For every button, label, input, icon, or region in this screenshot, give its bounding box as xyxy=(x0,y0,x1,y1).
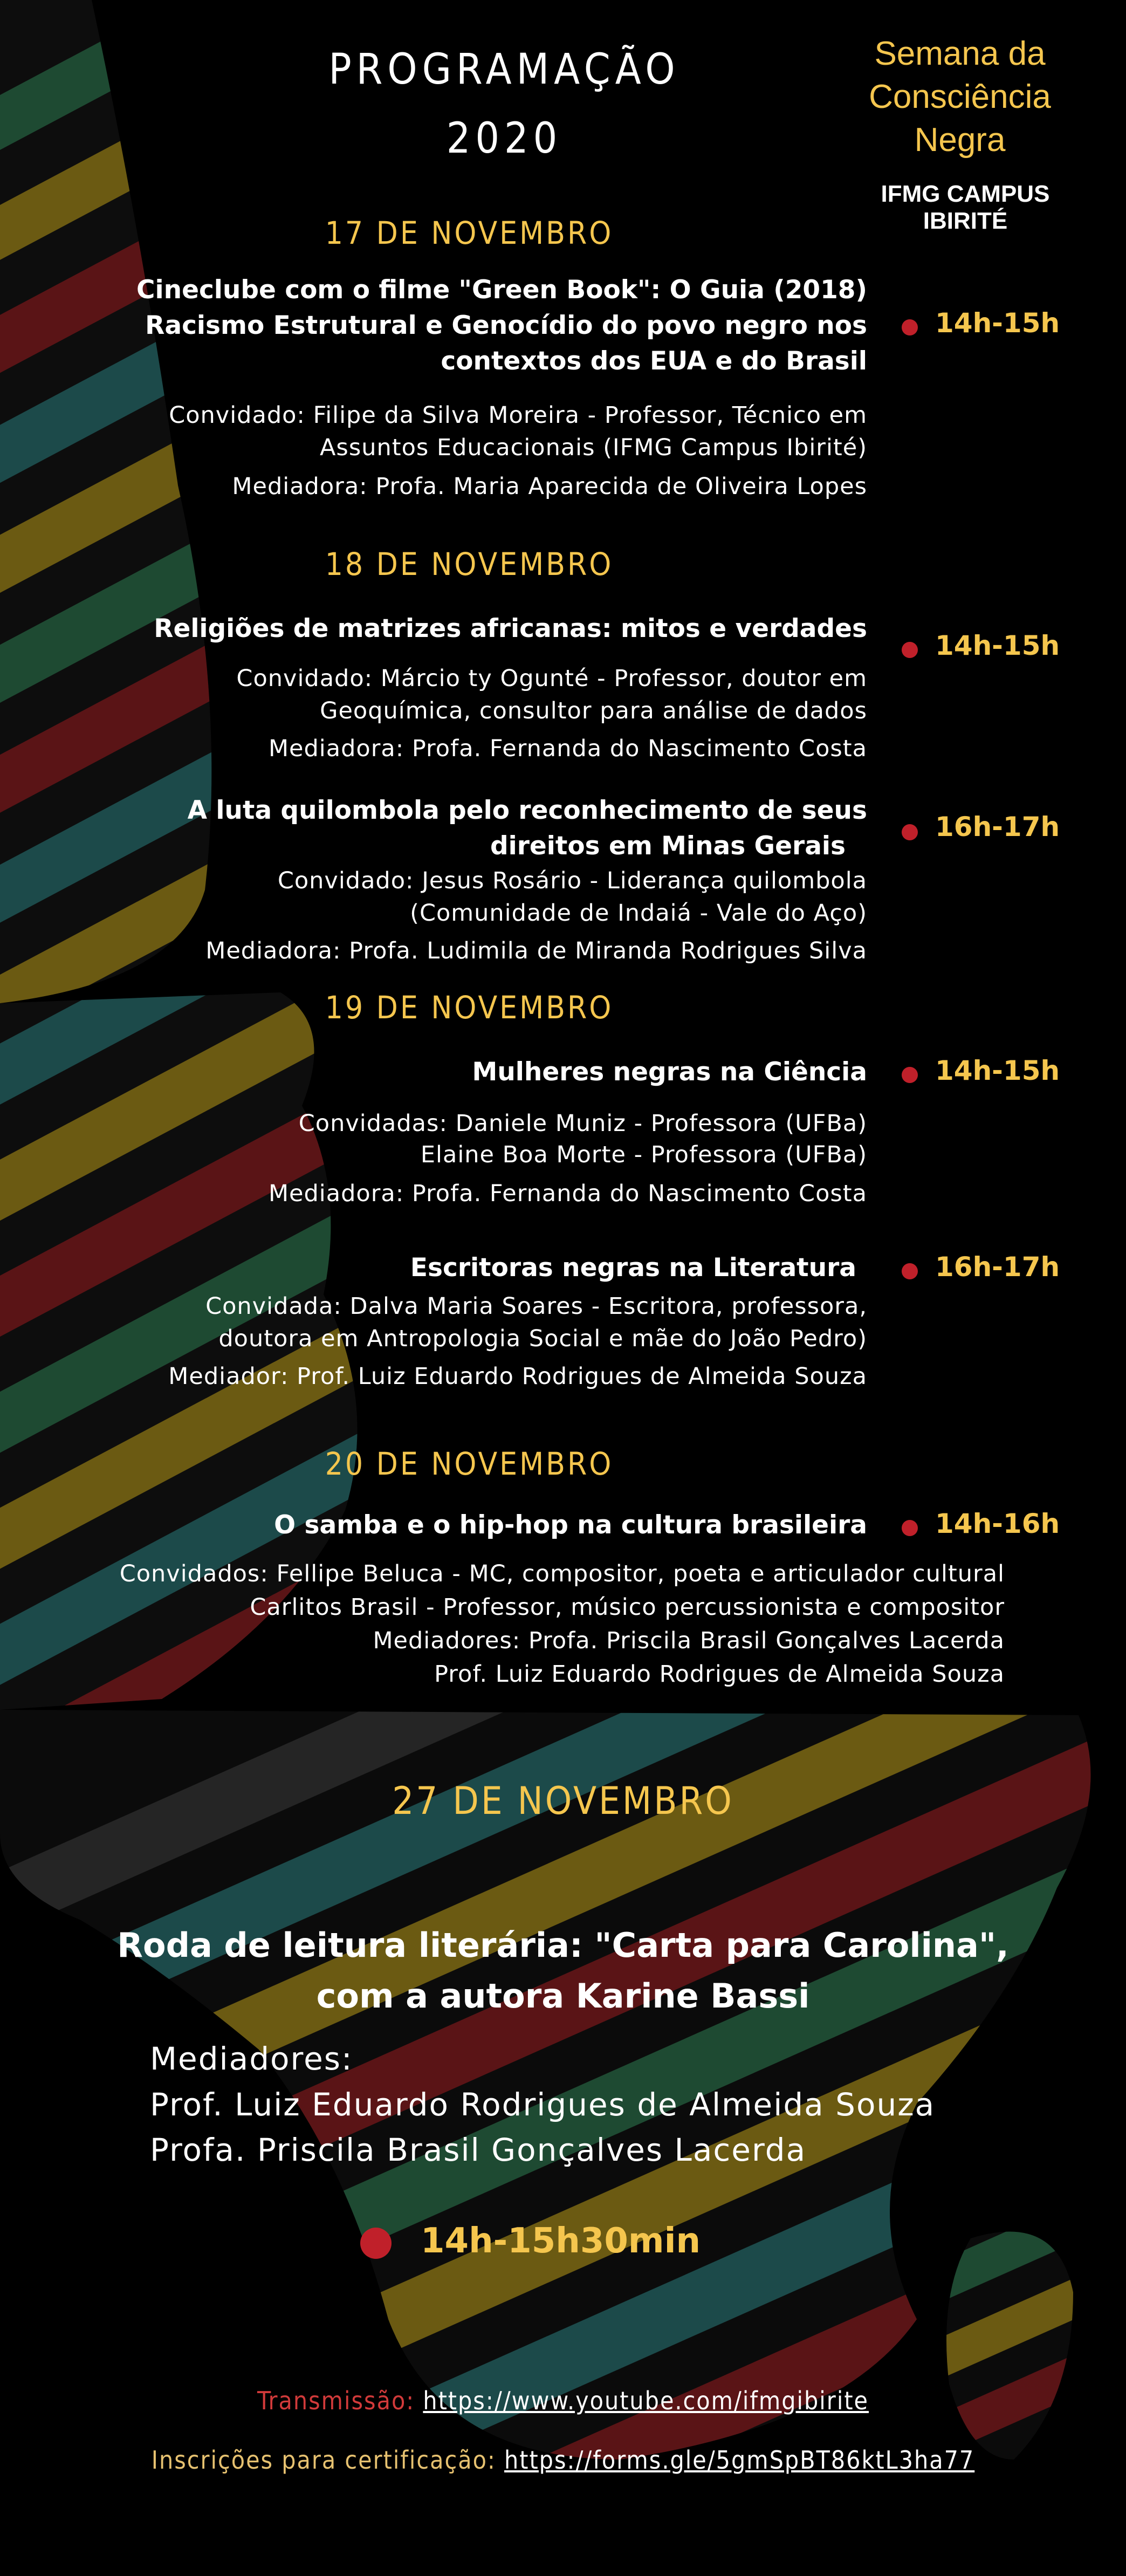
event-guest: Convidado: Filipe da Silva Moreira - Professor, Técnico em xyxy=(169,402,867,429)
event-time: 16h-17h xyxy=(935,811,1060,842)
event-title: contextos dos EUA e do Brasil xyxy=(441,346,867,376)
campus-label: IFMG CAMPUS IBIRITÉ xyxy=(881,181,1050,234)
transmission-label: Transmissão: xyxy=(257,2386,415,2415)
event-mediator: Mediadora: Profa. Ludimila de Miranda Rodrigues Silva xyxy=(205,937,867,964)
event-time: 16h-17h xyxy=(935,1251,1060,1283)
bullet-dot xyxy=(360,2228,392,2259)
bullet-dot xyxy=(902,824,918,840)
event-time: 14h-15h30min xyxy=(421,2221,701,2261)
registration-link[interactable]: https://forms.gle/5gmSpBT86ktL3ha77 xyxy=(504,2445,975,2475)
transmission-link[interactable]: https://www.youtube.com/ifmgibirite xyxy=(423,2386,869,2415)
bullet-dot xyxy=(902,319,918,335)
event-mediator: Mediadora: Profa. Fernanda do Nascimento Costa xyxy=(268,1180,867,1207)
event-mediator: Mediadores: Profa. Priscila Brasil Gonçalves Lacerda xyxy=(373,1627,1005,1654)
event-time: 14h-16h xyxy=(935,1508,1060,1539)
event-guest: Assuntos Educacionais (IFMG Campus Ibirité) xyxy=(320,434,867,461)
bullet-dot xyxy=(902,642,918,658)
day-heading-20: 20 DE NOVEMBRO xyxy=(325,1445,614,1482)
brand-line1: Semana da xyxy=(874,35,1046,72)
bullet-dot xyxy=(902,1067,918,1083)
brand-line3: Negra xyxy=(914,121,1006,159)
event-guest: Convidado: Márcio ty Ogunté - Professor, doutor em xyxy=(236,665,867,692)
event-title: O samba e o hip-hop na cultura brasileira xyxy=(274,1510,867,1540)
event-guest: Geoquímica, consultor para análise de dados xyxy=(320,697,867,724)
event-guest: Convidado: Jesus Rosário - Liderança quilombola xyxy=(277,867,867,894)
event-title: Racismo Estrutural e Genocídio do povo negro nos xyxy=(145,311,867,340)
event-title: A luta quilombola pelo reconhecimento de seus xyxy=(187,796,867,825)
event-guest: (Comunidade de Indaiá - Vale do Aço) xyxy=(410,900,867,927)
event-time: 14h-15h xyxy=(935,1055,1060,1086)
event-mediator: Prof. Luiz Eduardo Rodrigues de Almeida Souza xyxy=(150,2086,936,2123)
day-heading-19: 19 DE NOVEMBRO xyxy=(325,989,614,1026)
event-title: com a autora Karine Bassi xyxy=(316,1976,810,2016)
day-heading-27: 27 DE NOVEMBRO xyxy=(392,1779,734,1823)
page-title-line1: PROGRAMAÇÃO xyxy=(328,45,680,94)
event-guest: Convidadas: Daniele Muniz - Professora (UFBa) xyxy=(298,1110,867,1137)
event-guest: doutora em Antropologia Social e mãe do João Pedro) xyxy=(218,1325,867,1352)
event-title: Religiões de matrizes africanas: mitos e verdades xyxy=(154,614,867,643)
event-guest: Carlitos Brasil - Professor, músico percussionista e compositor xyxy=(250,1594,1005,1621)
transmission-row xyxy=(0,2386,1126,2415)
bullet-dot xyxy=(902,1520,918,1536)
event-guest: Elaine Boa Morte - Professora (UFBa) xyxy=(420,1141,867,1168)
mediators-label: Mediadores: xyxy=(150,2040,353,2077)
event-guest: Convidados: Fellipe Beluca - MC, compositor, poeta e articulador cultural xyxy=(119,1560,1005,1587)
registration-label: Inscrições para certificação: xyxy=(151,2445,496,2475)
registration-row xyxy=(0,2445,1126,2475)
event-mediator: Prof. Luiz Eduardo Rodrigues de Almeida Souza xyxy=(434,1661,1005,1688)
day-heading-17: 17 DE NOVEMBRO xyxy=(325,215,614,251)
event-mediator: Mediadora: Profa. Maria Aparecida de Oliveira Lopes xyxy=(232,473,867,500)
event-title: Roda de leitura literária: "Carta para Carolina", xyxy=(117,1926,1009,1965)
event-mediator: Mediador: Prof. Luiz Eduardo Rodrigues de Almeida Souza xyxy=(168,1363,867,1390)
event-title: Mulheres negras na Ciência xyxy=(472,1057,867,1087)
event-mediator: Profa. Priscila Brasil Gonçalves Lacerda xyxy=(150,2132,807,2168)
event-title: Escritoras negras na Literatura xyxy=(410,1253,856,1283)
event-title: Cineclube com o filme "Green Book": O Guia (2018) xyxy=(136,275,867,305)
event-time: 14h-15h xyxy=(935,307,1060,339)
event-time: 14h-15h xyxy=(935,630,1060,661)
page-title-year: 2020 xyxy=(446,114,562,163)
event-title: direitos em Minas Gerais xyxy=(490,831,846,861)
brand-line2: Consciência xyxy=(869,78,1051,115)
event-guest: Convidada: Dalva Maria Soares - Escritora, professora, xyxy=(205,1293,867,1320)
bullet-dot xyxy=(902,1263,918,1279)
day-heading-18: 18 DE NOVEMBRO xyxy=(325,546,614,583)
event-mediator: Mediadora: Profa. Fernanda do Nascimento Costa xyxy=(268,735,867,762)
